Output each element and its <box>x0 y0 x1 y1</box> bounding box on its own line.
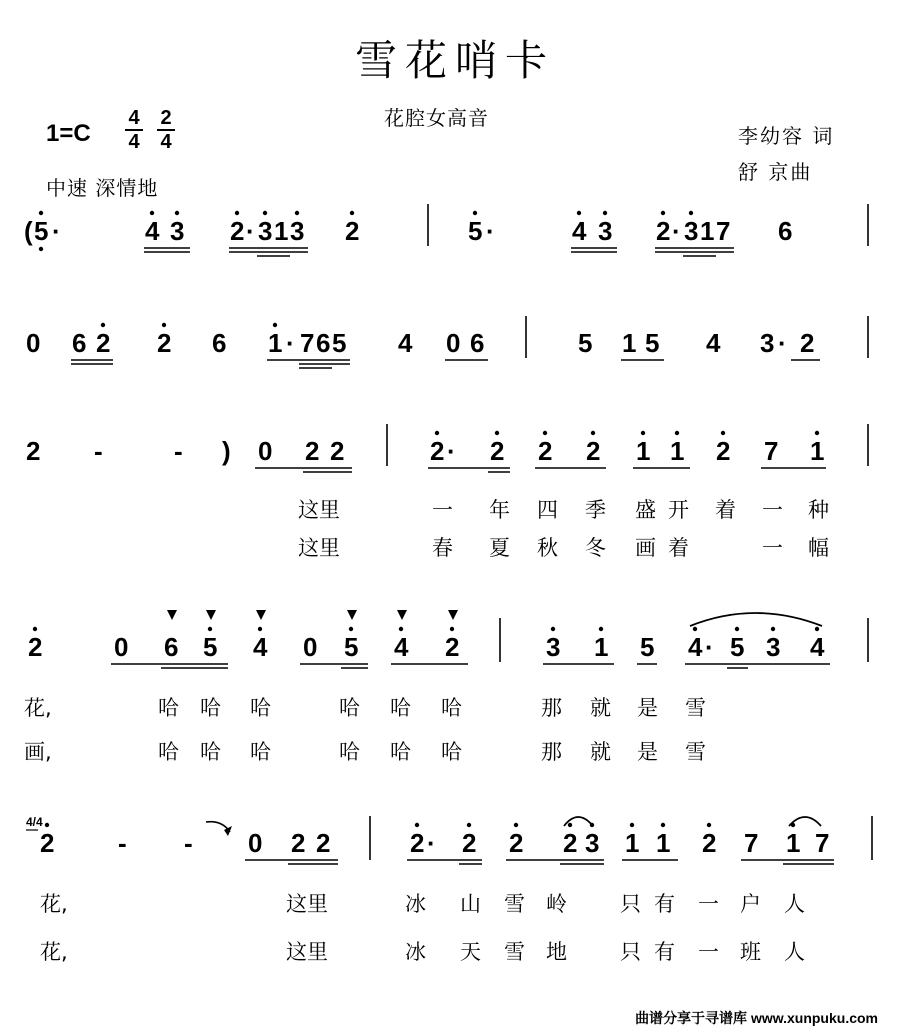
lyric: 哈 <box>200 696 221 720</box>
svg-text:4: 4 <box>688 632 703 662</box>
lyric: 有 <box>654 892 675 916</box>
score-line-5 <box>0 804 910 864</box>
lyric: 一 <box>698 892 719 916</box>
svg-text:1: 1 <box>625 828 640 858</box>
lyric: 哈 <box>390 696 411 720</box>
lyric: 这里 <box>286 892 328 916</box>
svg-text:7: 7 <box>300 328 315 358</box>
lyric: 季 <box>585 498 606 522</box>
svg-text:·: · <box>246 216 255 246</box>
svg-text:6: 6 <box>212 328 227 358</box>
svg-text:5: 5 <box>344 632 359 662</box>
svg-text:2: 2 <box>462 828 477 858</box>
svg-text:2: 2 <box>563 828 578 858</box>
svg-text:1: 1 <box>268 328 283 358</box>
svg-text:2: 2 <box>410 828 425 858</box>
time-change-mark: 4/4 <box>26 815 43 829</box>
svg-text:2: 2 <box>490 436 505 466</box>
svg-text:3: 3 <box>598 216 613 246</box>
svg-text:2: 2 <box>430 436 445 466</box>
svg-text:3: 3 <box>766 632 781 662</box>
svg-text:-: - <box>118 828 127 858</box>
svg-text:5: 5 <box>468 216 483 246</box>
svg-text:0: 0 <box>26 328 41 358</box>
lyric: 花, <box>24 696 52 720</box>
svg-text:5: 5 <box>645 328 660 358</box>
score-line-3 <box>0 416 910 476</box>
lyric: 岭 <box>546 892 567 916</box>
time-top: 4 <box>128 107 140 129</box>
svg-text:2: 2 <box>305 436 320 466</box>
lyric: 年 <box>489 498 510 522</box>
lyric: 哈 <box>250 696 271 720</box>
svg-text:-: - <box>94 436 103 466</box>
lyric: 人 <box>784 892 805 916</box>
svg-text:6: 6 <box>164 632 179 662</box>
lyric: 一 <box>762 498 783 522</box>
lyric: 着 <box>715 498 736 522</box>
svg-text:0: 0 <box>446 328 461 358</box>
lyric: 班 <box>740 940 761 964</box>
svg-text:2: 2 <box>291 828 306 858</box>
svg-text:7: 7 <box>716 216 731 246</box>
svg-text:·: · <box>286 328 295 358</box>
notation-line-4 <box>0 608 910 668</box>
svg-text:3: 3 <box>684 216 699 246</box>
lyric: 雪 <box>504 892 525 916</box>
svg-text:7: 7 <box>764 436 779 466</box>
composer: 舒 京曲 <box>738 160 813 184</box>
svg-text:2: 2 <box>716 436 731 466</box>
svg-text:0: 0 <box>303 632 318 662</box>
svg-text:1: 1 <box>622 328 637 358</box>
lyric: 哈 <box>158 696 179 720</box>
svg-text:7: 7 <box>815 828 830 858</box>
svg-text:2: 2 <box>538 436 553 466</box>
svg-text:0: 0 <box>248 828 263 858</box>
svg-text:2: 2 <box>157 328 172 358</box>
svg-text:1: 1 <box>636 436 651 466</box>
svg-text:2: 2 <box>330 436 345 466</box>
lyric: 那 <box>541 696 562 720</box>
svg-text:4: 4 <box>810 632 825 662</box>
svg-text:-: - <box>184 828 193 858</box>
svg-text:6: 6 <box>470 328 485 358</box>
svg-text:1: 1 <box>810 436 825 466</box>
lyric: 哈 <box>441 696 462 720</box>
lyric: 这里 <box>298 536 340 560</box>
svg-text:2: 2 <box>445 632 460 662</box>
lyric: 这里 <box>286 940 328 964</box>
svg-text:4: 4 <box>398 328 413 358</box>
lyric: 幅 <box>808 536 829 560</box>
svg-text:·: · <box>447 436 456 466</box>
lyric: 哈 <box>200 740 221 764</box>
svg-text:2: 2 <box>586 436 601 466</box>
svg-text:·: · <box>486 216 495 246</box>
svg-text:·: · <box>705 632 714 662</box>
lyric: 雪 <box>685 696 706 720</box>
svg-text:2: 2 <box>230 216 245 246</box>
song-title: 雪花哨卡 <box>354 36 555 85</box>
lyric: 哈 <box>390 740 411 764</box>
lyric: 那 <box>541 740 562 764</box>
svg-text:-: - <box>174 436 183 466</box>
svg-text:·: · <box>427 828 436 858</box>
lyric: 只 <box>620 892 641 916</box>
lyric: 画, <box>24 740 52 764</box>
svg-text:1: 1 <box>670 436 685 466</box>
lyric: 冬 <box>585 536 606 560</box>
key-signature: 1=C <box>46 120 91 147</box>
lyric: 人 <box>784 940 805 964</box>
lyric: 一 <box>762 536 783 560</box>
time-bottom: 4 <box>160 131 172 153</box>
svg-text:3: 3 <box>258 216 273 246</box>
svg-text:·: · <box>672 216 681 246</box>
svg-text:5: 5 <box>730 632 745 662</box>
svg-text:6: 6 <box>778 216 793 246</box>
score-line-2 <box>0 308 910 368</box>
svg-text:0: 0 <box>258 436 273 466</box>
svg-text:5: 5 <box>203 632 218 662</box>
svg-text:1: 1 <box>786 828 801 858</box>
svg-text:7: 7 <box>744 828 759 858</box>
lyric: 冰 <box>405 940 426 964</box>
lyric: 冰 <box>405 892 426 916</box>
svg-text:2: 2 <box>345 216 360 246</box>
svg-text:4: 4 <box>394 632 409 662</box>
lyric: 哈 <box>441 740 462 764</box>
svg-text:2: 2 <box>28 632 43 662</box>
lyric: 哈 <box>158 740 179 764</box>
time-top: 2 <box>160 107 172 129</box>
lyric: 天 <box>460 940 481 964</box>
svg-text:(: ( <box>24 216 33 246</box>
svg-text:3: 3 <box>585 828 600 858</box>
site-footer: 曲谱分享于寻谱库 www.xunpuku.com <box>635 1010 878 1026</box>
voice-type: 花腔女高音 <box>384 106 489 130</box>
lyric: 就 <box>590 740 611 764</box>
svg-text:1: 1 <box>274 216 289 246</box>
lyric: 种 <box>808 498 829 522</box>
svg-text:0: 0 <box>114 632 129 662</box>
svg-text:5: 5 <box>640 632 655 662</box>
lyric: 花, <box>40 940 68 964</box>
lyric: 哈 <box>250 740 271 764</box>
notation-line-2 <box>0 308 910 378</box>
svg-text:1: 1 <box>700 216 715 246</box>
lyric: 地 <box>546 940 567 964</box>
svg-text:6: 6 <box>72 328 87 358</box>
svg-text:2: 2 <box>656 216 671 246</box>
svg-text:4: 4 <box>253 632 268 662</box>
notation-line-5 <box>0 804 910 868</box>
lyric: 四 <box>537 498 558 522</box>
notation-line-3 <box>0 416 910 476</box>
lyric: 夏 <box>489 536 510 560</box>
svg-text:3: 3 <box>760 328 775 358</box>
score-line-4 <box>0 608 910 668</box>
svg-text:5: 5 <box>332 328 347 358</box>
tempo-marking: 中速 深情地 <box>46 176 159 200</box>
time-bottom: 4 <box>128 131 140 153</box>
svg-text:3: 3 <box>546 632 561 662</box>
lyric: 只 <box>620 940 641 964</box>
lyric: 一 <box>698 940 719 964</box>
lyric: 着 <box>668 536 689 560</box>
lyric: 画 <box>635 536 656 560</box>
lyric: 户 <box>740 892 761 916</box>
score-line-1 <box>0 196 910 256</box>
lyric: 这里 <box>298 498 340 522</box>
lyric: 开 <box>668 498 689 522</box>
svg-text:5: 5 <box>34 216 49 246</box>
lyric: 一 <box>432 498 453 522</box>
svg-text:6: 6 <box>316 328 331 358</box>
lyric: 雪 <box>685 740 706 764</box>
svg-text:2: 2 <box>800 328 815 358</box>
svg-text:·: · <box>52 216 61 246</box>
lyric: 秋 <box>537 536 558 560</box>
svg-text:2: 2 <box>96 328 111 358</box>
lyric: 是 <box>637 696 658 720</box>
lyric: 有 <box>654 940 675 964</box>
time-signature-2-4 <box>157 108 175 152</box>
svg-text:4: 4 <box>572 216 587 246</box>
svg-text:4: 4 <box>145 216 160 246</box>
svg-text:): ) <box>222 436 231 466</box>
svg-text:2: 2 <box>40 828 55 858</box>
lyric: 山 <box>460 892 481 916</box>
svg-text:·: · <box>778 328 787 358</box>
svg-text:2: 2 <box>509 828 524 858</box>
time-signature-4-4 <box>125 108 143 152</box>
svg-text:3: 3 <box>290 216 305 246</box>
notation-line-1 <box>0 196 910 266</box>
lyric: 哈 <box>339 696 360 720</box>
lyric: 花, <box>40 892 68 916</box>
lyric: 春 <box>432 536 453 560</box>
lyricist: 李幼容 词 <box>738 124 835 148</box>
svg-text:2: 2 <box>26 436 41 466</box>
svg-text:3: 3 <box>170 216 185 246</box>
lyric: 雪 <box>504 940 525 964</box>
svg-text:1: 1 <box>594 632 609 662</box>
svg-text:2: 2 <box>702 828 717 858</box>
svg-text:4: 4 <box>706 328 721 358</box>
lyric: 就 <box>590 696 611 720</box>
svg-text:1: 1 <box>656 828 671 858</box>
svg-text:2: 2 <box>316 828 331 858</box>
lyric: 哈 <box>339 740 360 764</box>
svg-text:5: 5 <box>578 328 593 358</box>
lyric: 盛 <box>635 498 656 522</box>
lyric: 是 <box>637 740 658 764</box>
